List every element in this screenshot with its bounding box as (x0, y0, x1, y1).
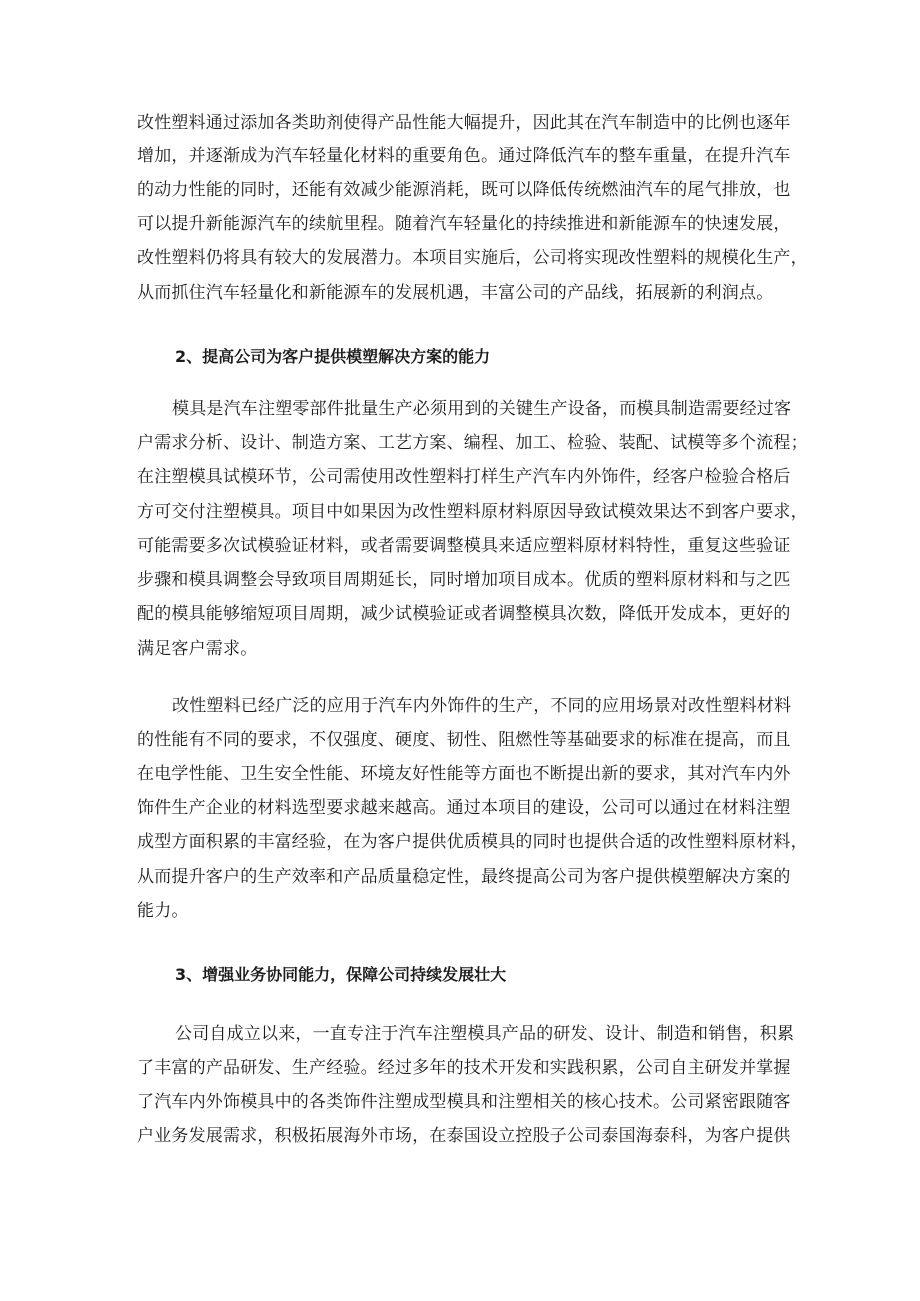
text-line: 改性塑料通过添加各类助剂使得产品性能大幅提升，因此其在汽车制造中的比例也逐年 (137, 113, 791, 133)
text-line: 能力。 (137, 901, 189, 921)
text-line: 改性塑料已经广泛的应用于汽车内外饰件的生产，不同的应用场景对改性塑料材料 (172, 696, 792, 716)
text-line: 步骤和模具调整会导致项目周期延长，同时增加项目成本。优质的塑料原材料和与之匹 (137, 570, 791, 590)
text-line: 满足客户需求。 (137, 639, 258, 659)
section-heading-3: 3、增强业务协同能力，保障公司持续发展壮大 (175, 965, 507, 984)
text-line: 改性塑料仍将具有较大的发展潜力。本项目实施后，公司将实现改性塑料的规模化生产， (137, 248, 808, 268)
text-line: 从而提升客户的生产效率和产品质量稳定性，最终提高公司为客户提供模塑解决方案的 (137, 867, 791, 887)
section-heading-2: 2、提高公司为客户提供模塑解决方案的能力 (175, 347, 491, 366)
text-line: 公司自成立以来，一直专注于汽车注塑模具产品的研发、设计、制造和销售，积累 (175, 1024, 795, 1044)
text-line: 的性能有不同的要求，不仅强度、硬度、韧性、阻燃性等基础要求的标准在提高，而且 (137, 730, 791, 750)
text-line: 增加，并逐渐成为汽车轻量化材料的重要角色。通过降低汽车的整车重量，在提升汽车 (137, 146, 791, 166)
text-line: 可能需要多次试模验证材料，或者需要调整模具来适应塑料原材料特性，重复这些验证 (137, 536, 791, 556)
text-line: 了汽车内外饰模具中的各类饰件注塑成型模具和注塑相关的核心技术。公司紧密跟随客 (137, 1092, 791, 1112)
text-line: 模具是汽车注塑零部件批量生产必须用到的关键生产设备，而模具制造需要经过客 (172, 399, 792, 419)
text-line: 方可交付注塑模具。项目中如果因为改性塑料原材料原因导致试模效果达不到客户要求， (137, 502, 808, 522)
text-line: 在电学性能、卫生安全性能、环境友好性能等方面也不断提出新的要求，其对汽车内外 (137, 764, 791, 784)
text-line: 了丰富的产品研发、生产经验。经过多年的技术开发和实践积累，公司自主研发并掌握 (137, 1058, 791, 1078)
text-line: 的动力性能的同时，还能有效减少能源消耗，既可以降低传统燃油汽车的尾气排放，也 (137, 180, 791, 200)
text-line: 从而抓住汽车轻量化和新能源车的发展机遇，丰富公司的产品线，拓展新的利润点。 (137, 283, 774, 303)
text-line: 成型方面积累的丰富经验，在为客户提供优质模具的同时也提供合适的改性塑料原材料， (137, 832, 808, 852)
text-line: 户业务发展需求，积极拓展海外市场，在泰国设立控股子公司泰国海泰科，为客户提供 (137, 1126, 791, 1146)
text-line: 饰件生产企业的材料选型要求越来越高。通过本项目的建设，公司可以通过在材料注塑 (137, 798, 791, 818)
text-line: 户需求分析、设计、制造方案、工艺方案、编程、加工、检验、装配、试模等多个流程； (137, 433, 808, 453)
text-line: 可以提升新能源汽车的续航里程。随着汽车轻量化的持续推进和新能源车的快速发展， (137, 214, 791, 234)
text-line: 在注塑模具试模环节，公司需使用改性塑料打样生产汽车内外饰件，经客户检验合格后 (137, 467, 791, 487)
text-line: 配的模具能够缩短项目周期，减少试模验证或者调整模具次数，降低开发成本，更好的 (137, 604, 791, 624)
